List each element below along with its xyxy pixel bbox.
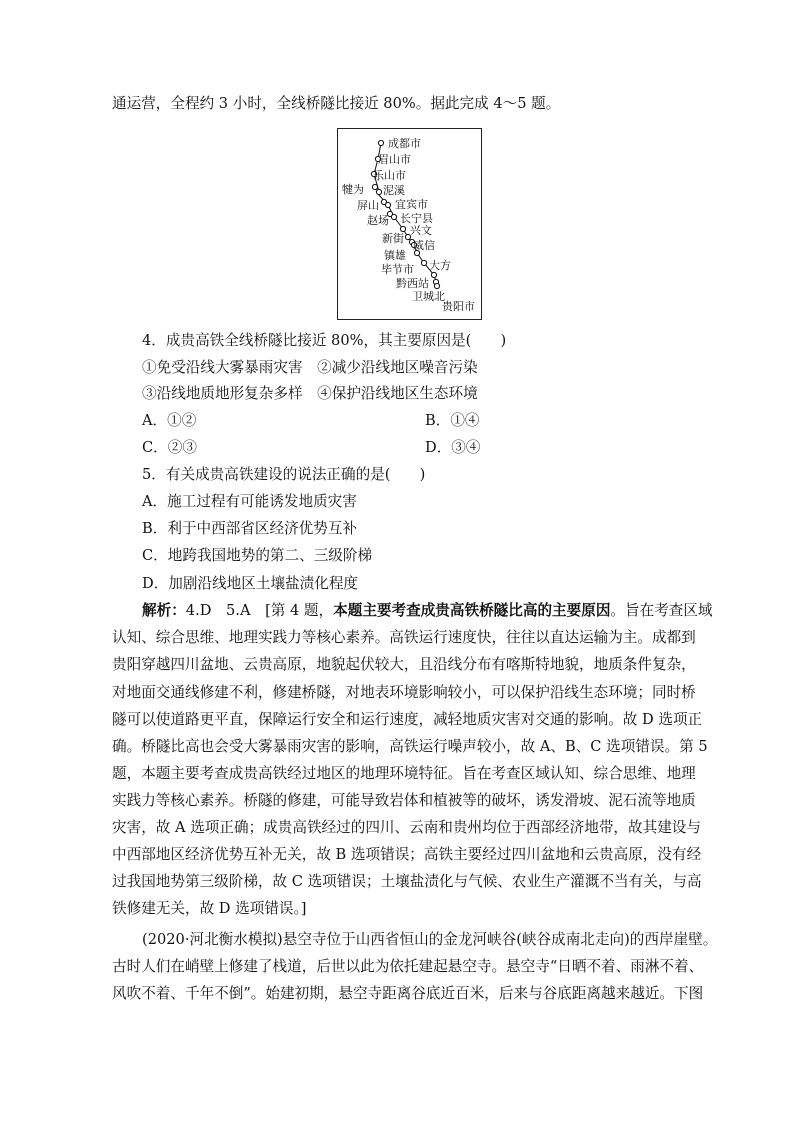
intro-line: 通运营，全程约 3 小时，全线桥隧比接近 80%。据此完成 4～5 题。 (112, 95, 561, 112)
analysis-line: 对地面交通线修建不利，修建桥隧，对地表环境影响较小，可以保护沿线生态环境；同时桥 (112, 684, 696, 701)
q4-option-c[interactable]: C．②③ (142, 439, 197, 456)
q4-options-row (142, 411, 480, 431)
station-label: 屏山 (357, 199, 379, 212)
station-dot (378, 140, 383, 145)
station-dot (431, 272, 436, 277)
analysis-line: 过我国地势第三级阶梯，故 C 选项错误；土壤盐渍化与气候、农业生产灌溉不当有关，与高 (112, 873, 702, 890)
station-label: 长宁县 (400, 212, 433, 225)
q4-stem: 4．成贵高铁全线桥隧比接近 80%，其主要原因是( ) (142, 332, 507, 349)
analysis-line: 贵阳穿越四川盆地、云贵高原，地貌起伏较大，且沿线分布有喀斯特地貌，地质条件复杂， (112, 656, 696, 673)
route-svg (338, 129, 483, 321)
analysis-line: 中西部地区经济优势互补无关，故 B 选项错误；高铁主要经过四川盆地和云贵高原，没有经 (112, 846, 702, 863)
q4-item-row: ①免受沿线大雾暴雨灾害 ②减少沿线地区噪音污染 (142, 359, 478, 376)
q4-option-b[interactable]: B．①④ (425, 412, 480, 429)
station-label: 泥溪 (383, 184, 405, 197)
station-label: 眉山市 (378, 153, 411, 166)
passage-line: (2020·河北衡水模拟)悬空寺位于山西省恒山的金龙河峡谷(峡谷成南北走向)的西岸崖壁。 (142, 931, 718, 948)
station-label: 卫城北 (412, 290, 445, 303)
station-label: 犍为 (342, 183, 364, 196)
passage-line: 风吹不着、千年不倒”。始建初期，悬空寺距离谷底近百米，后来与谷底距离越来越近。下图 (112, 985, 704, 1002)
station-dot (376, 189, 381, 194)
station-dot (391, 214, 396, 219)
station-dot (385, 202, 390, 207)
analysis-key-point: 本题主要考查成贵高铁桥隧比高的主要原因 (333, 602, 611, 619)
analysis-line: 铁修建无关，故 D 选项错误。] (112, 900, 307, 917)
analysis-line: 确。桥隧比高也会受大雾暴雨灾害的影响，高铁运行噪声较小，故 A、B、C 选项错误。第 5 (112, 738, 708, 755)
q4-options-row (142, 438, 481, 458)
q5-option-b[interactable]: B．利于中西部省区经济优势互补 (142, 520, 358, 537)
station-dot (400, 226, 405, 231)
station-label: 黔西站 (396, 277, 429, 290)
station-label: 威信 (413, 239, 435, 252)
station-label: 毕节市 (381, 263, 414, 276)
station-label: 赵场 (367, 214, 389, 227)
passage-line: 古时人们在峭壁上修建了栈道，后世以此为依托建起悬空寺。悬空寺“日晒不着、雨淋不着、 (112, 958, 704, 975)
station-dot (372, 184, 377, 189)
analysis-line: 题，本题主要考查成贵高铁经过地区的地理环境特征。旨在考查区域认知、综合思维、地理 (112, 765, 696, 782)
railway-route-map (337, 128, 482, 320)
analysis-line: 灾害，故 A 选项正确；成贵高铁经过的四川、云南和贵州均位于西部经济地带，故其建设与 (112, 819, 701, 836)
analysis-text: 。旨在考查区域 (610, 602, 713, 619)
analysis-line: 实践力等核心素养。桥隧的修建，可能导致岩体和植被等的破坏，诱发滑坡、泥石流等地质 (112, 792, 696, 809)
analysis-label: 解析： (142, 602, 186, 619)
q4-option-d[interactable]: D．③④ (425, 439, 481, 456)
station-label: 宜宾市 (395, 198, 428, 211)
station-label: 乐山市 (373, 169, 406, 182)
q4-item-row: ③沿线地质地形复杂多样 ④保护沿线地区生态环境 (142, 385, 478, 402)
q4-option-a[interactable]: A．①② (142, 412, 197, 429)
q5-stem: 5．有关成贵高铁建设的说法正确的是( ) (142, 466, 426, 483)
station-label: 贵阳市 (442, 300, 475, 313)
station-dot (434, 283, 439, 288)
station-label: 兴文 (410, 224, 432, 237)
q5-option-a[interactable]: A．施工过程有可能诱发地质灾害 (142, 493, 357, 510)
analysis-line: 认知、综合思维、地理实践力等核心素养。高铁运行速度快，往往以直达运输为主。成都到 (112, 629, 696, 646)
analysis-line: 隧可以使道路更平直，保障运行安全和运行速度，减轻地质灾害对交通的影响。故 D 选项正 (112, 711, 703, 728)
q5-option-c[interactable]: C．地跨我国地势的第二、三级阶梯 (142, 547, 373, 564)
station-label: 大方 (429, 259, 451, 272)
station-label: 成都市 (388, 137, 421, 150)
analysis-answers: 4.D 5.A [第 4 题， (185, 602, 334, 619)
station-label: 新街 (382, 232, 404, 245)
analysis-first-line (142, 601, 713, 621)
station-dot (421, 260, 426, 265)
station-label: 镇雄 (384, 249, 406, 262)
q5-option-d[interactable]: D．加剧沿线地区土壤盐渍化程度 (142, 575, 359, 592)
